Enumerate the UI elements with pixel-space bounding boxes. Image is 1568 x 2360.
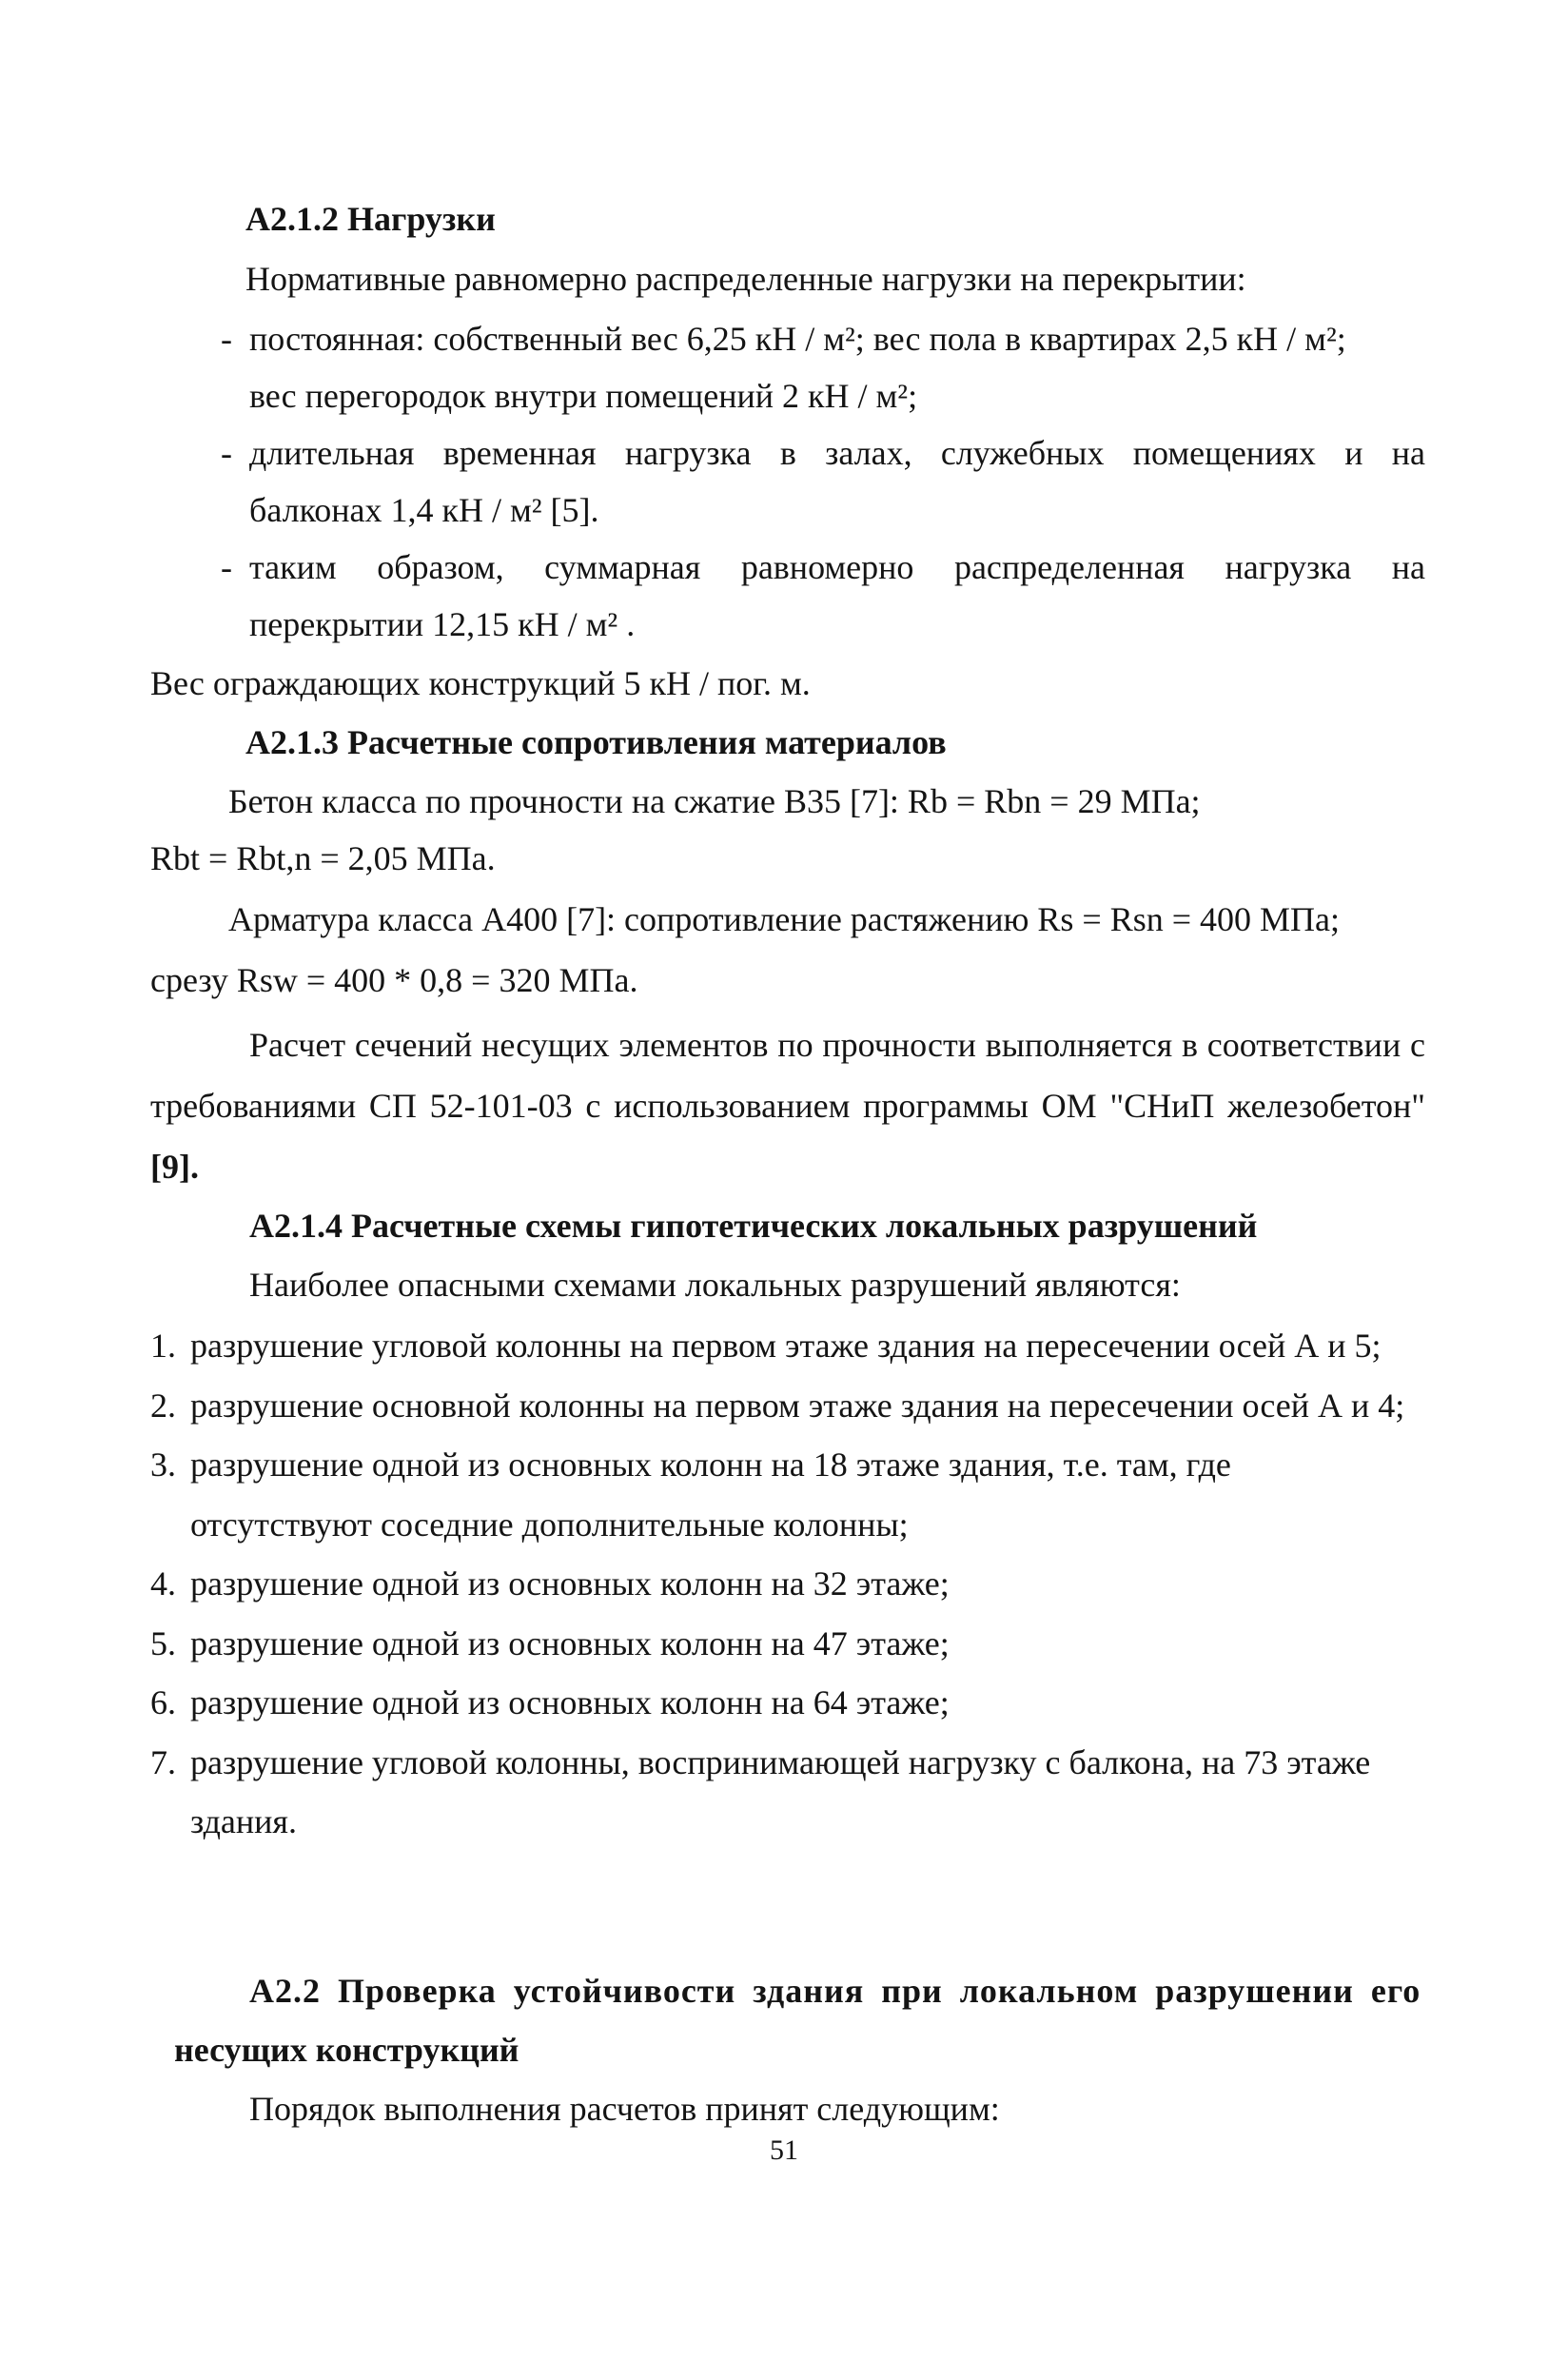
list-item-text: разрушение одной из основных колонн на 47 этаже; — [190, 1623, 950, 1662]
list-item — [150, 1555, 1427, 1612]
list-item — [190, 1496, 1427, 1553]
list-item-text: разрушение основной колонны на первом этаже здания на пересечении осей А и 4; — [190, 1386, 1405, 1425]
paragraph-schemes-intro: Наиболее опасными схемами локальных разрушений являются: — [249, 1266, 1181, 1304]
section-heading-a213: А2.1.3 Расчетные сопротивления материалов — [245, 723, 947, 761]
list-item-long-term-load — [221, 424, 1425, 482]
list-item — [150, 1674, 1427, 1731]
list-item — [150, 1317, 1427, 1374]
section-heading-a212: А2.1.2 Нагрузки — [245, 200, 496, 238]
list-item — [150, 1436, 1427, 1493]
page-number: 51 — [770, 2134, 798, 2166]
bullet-dash: - — [221, 320, 232, 358]
list-item — [190, 1793, 1427, 1850]
paragraph-loads-intro: Нормативные равномерно распределенные нагрузки на перекрытии: — [245, 260, 1246, 298]
list-item-text: здания. — [190, 1802, 297, 1840]
list-item-permanent-load-cont — [249, 367, 1425, 424]
list-item-number: 6. — [150, 1683, 176, 1721]
paragraph-calc-line: требованиями СП 52-101-03 с использованием программы ОМ "СНиП железобетон" — [150, 1087, 1425, 1125]
section-heading-a214: А2.1.4 Расчетные схемы гипотетических локальных разрушений — [249, 1207, 1258, 1245]
list-item-text: разрушение угловой колонны, воспринимающей нагрузку с балкона, на 73 этаже — [190, 1742, 1371, 1781]
list-item-line: балконах 1,4 кН / м² [5]. — [249, 491, 599, 529]
list-item-permanent-load — [221, 310, 1425, 367]
paragraph-concrete-class: Бетон класса по прочности на сжатие В35 [7]: Rb = Rbn = 29 МПа; — [228, 782, 1201, 820]
bullet-dash: - — [221, 548, 232, 586]
paragraph-procedure-intro: Порядок выполнения расчетов принят следующим: — [249, 2090, 1000, 2128]
list-item — [150, 1377, 1427, 1434]
list-item-line: постоянная: собственный вес 6,25 кН / м²; вес пола в квартирах 2,5 кН / м²; — [249, 320, 1346, 358]
list-item-total-load-cont — [249, 596, 1425, 653]
list-item-number: 5. — [150, 1623, 176, 1662]
section-heading-a22-cont: несущих конструкций — [174, 2031, 519, 2069]
list-item — [150, 1615, 1427, 1672]
list-item-number: 1. — [150, 1327, 176, 1365]
list-item-number: 2. — [150, 1386, 176, 1425]
paragraph-rebar-class: Арматура класса А400 [7]: сопротивление растяжению Rs = Rsn = 400 МПа; — [228, 900, 1341, 938]
list-item-line: таким образом, суммарная равномерно распределенная нагрузка на — [249, 548, 1425, 586]
list-item-text: отсутствуют соседние дополнительные колонны; — [190, 1504, 909, 1544]
paragraph-rebar-shear: срезу Rsw = 400 * 0,8 = 320 МПа. — [150, 961, 638, 999]
list-item — [150, 1734, 1427, 1791]
bullet-dash: - — [221, 434, 232, 472]
paragraph-calc-line: Расчет сечений несущих элементов по прочности выполняется в соответствии с — [249, 1026, 1425, 1064]
list-item-long-term-load-cont — [249, 482, 1425, 539]
list-item-line: вес перегородок внутри помещений 2 кН / м²; — [249, 377, 918, 415]
list-item-text: разрушение одной из основных колонн на 64 этаже; — [190, 1683, 950, 1721]
list-item-total-load — [221, 539, 1425, 596]
list-item-line: перекрытии 12,15 кН / м² . — [249, 605, 636, 643]
list-item-text: разрушение одной из основных колонн на 18 этаже здания, т.е. там, где — [190, 1446, 1231, 1484]
list-item-text: разрушение одной из основных колонн на 32 этаже; — [190, 1564, 950, 1603]
list-item-number: 4. — [150, 1564, 176, 1603]
paragraph-concrete-tension: Rbt = Rbt,n = 2,05 МПа. — [150, 839, 496, 877]
list-item-number: 7. — [150, 1742, 176, 1781]
list-item-line: длительная временная нагрузка в залах, служебных помещениях и на — [249, 434, 1425, 472]
section-heading-a22: А2.2 Проверка устойчивости здания при локальном разрушении его — [249, 1972, 1421, 2010]
paragraph-calc-ref: [9]. — [150, 1148, 199, 1186]
list-item-text: разрушение угловой колонны на первом этаже здания на пересечении осей А и 5; — [190, 1327, 1382, 1365]
list-item-number: 3. — [150, 1446, 176, 1484]
paragraph-fence-weight: Вес ограждающих конструкций 5 кН / пог. м. — [150, 664, 811, 702]
